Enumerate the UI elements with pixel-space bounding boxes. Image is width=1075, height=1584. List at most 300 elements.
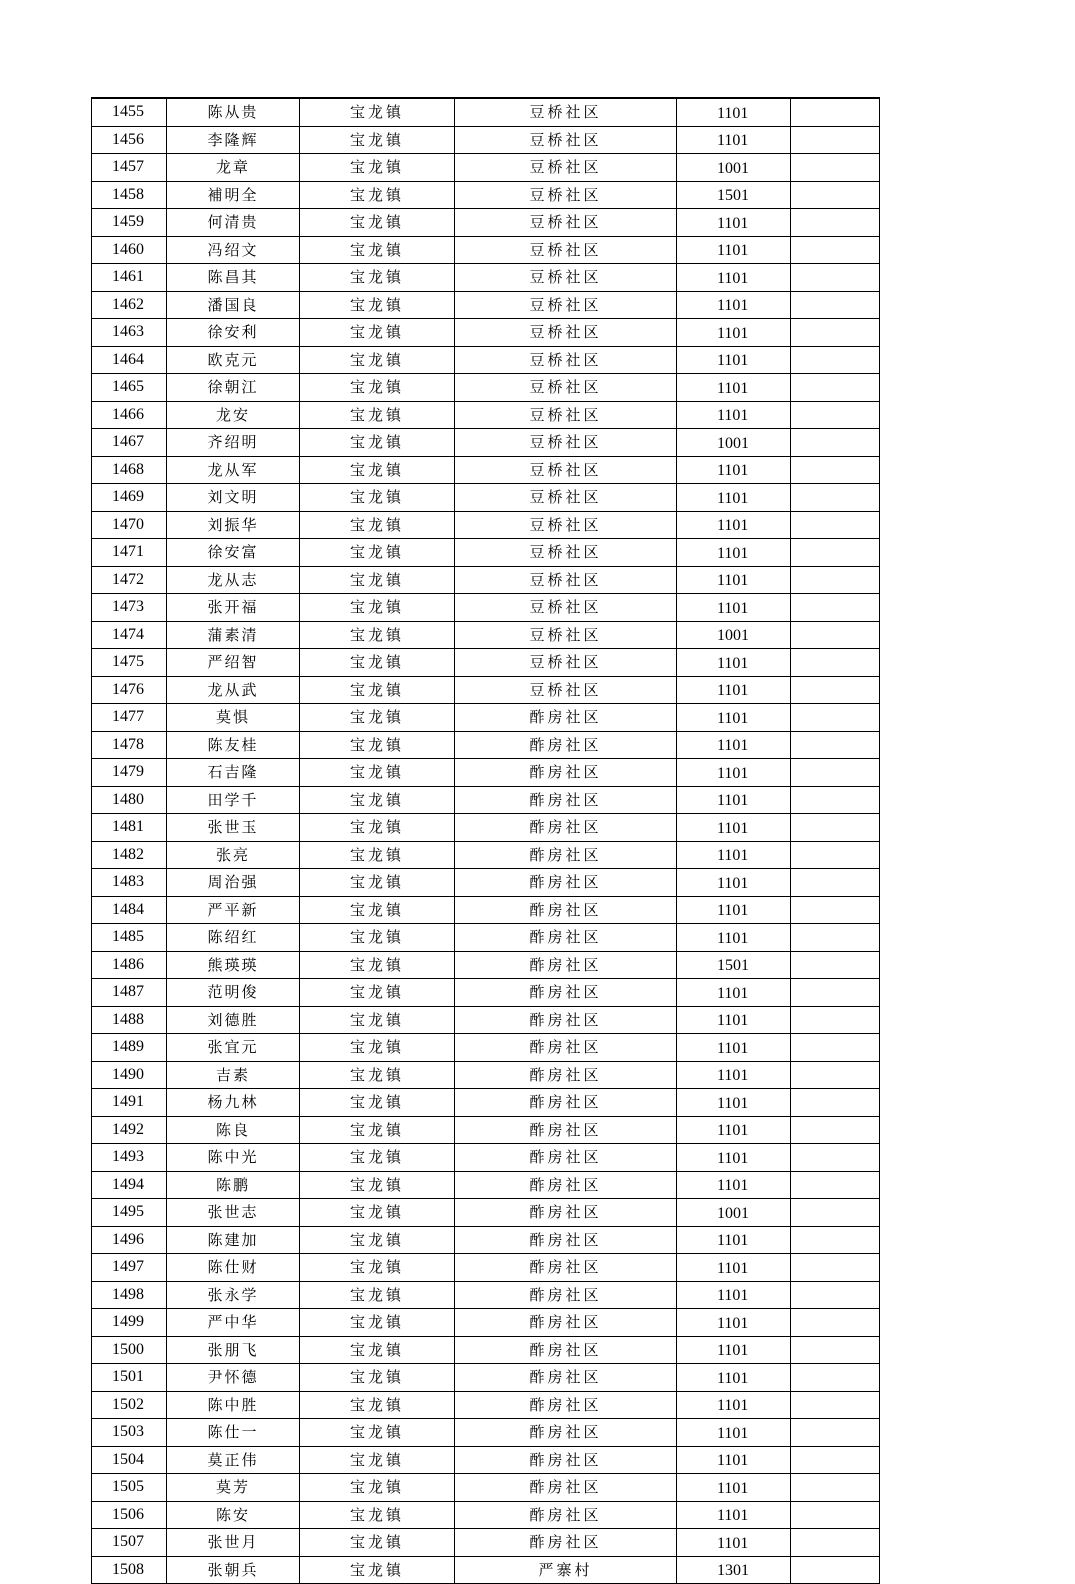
seq-cell: 1496	[92, 1226, 167, 1254]
name-cell: 张朝兵	[167, 1556, 300, 1584]
town-cell: 宝龙镇	[300, 731, 455, 759]
town-cell: 宝龙镇	[300, 511, 455, 539]
table-row	[92, 456, 880, 484]
table-row	[92, 594, 880, 622]
table-row	[92, 209, 880, 237]
note-cell	[791, 1474, 880, 1502]
seq-cell: 1498	[92, 1281, 167, 1309]
name-cell: 龙从志	[167, 566, 300, 594]
town-cell: 宝龙镇	[300, 704, 455, 732]
town-cell: 宝龙镇	[300, 1419, 455, 1447]
town-cell: 宝龙镇	[300, 924, 455, 952]
name-cell: 莫正伟	[167, 1446, 300, 1474]
village-cell: 酢房社区	[455, 1501, 677, 1529]
town-cell: 宝龙镇	[300, 594, 455, 622]
village-cell: 豆桥社区	[455, 649, 677, 677]
table-row	[92, 649, 880, 677]
seq-cell: 1503	[92, 1419, 167, 1447]
code-cell: 1301	[677, 1556, 791, 1584]
note-cell	[791, 429, 880, 457]
note-cell	[791, 1089, 880, 1117]
table-row	[92, 621, 880, 649]
seq-cell: 1481	[92, 814, 167, 842]
note-cell	[791, 1529, 880, 1557]
village-cell: 酢房社区	[455, 1144, 677, 1172]
table-row	[92, 236, 880, 264]
note-cell	[791, 704, 880, 732]
code-cell: 1101	[677, 236, 791, 264]
village-cell: 豆桥社区	[455, 291, 677, 319]
note-cell	[791, 649, 880, 677]
code-cell: 1101	[677, 209, 791, 237]
seq-cell: 1497	[92, 1254, 167, 1282]
table-row	[92, 759, 880, 787]
town-cell: 宝龙镇	[300, 1309, 455, 1337]
seq-cell: 1476	[92, 676, 167, 704]
village-cell: 酢房社区	[455, 1254, 677, 1282]
town-cell: 宝龙镇	[300, 154, 455, 182]
note-cell	[791, 511, 880, 539]
name-cell: 张亮	[167, 841, 300, 869]
table-row	[92, 1446, 880, 1474]
town-cell: 宝龙镇	[300, 676, 455, 704]
seq-cell: 1487	[92, 979, 167, 1007]
name-cell: 潘国良	[167, 291, 300, 319]
table-row	[92, 1144, 880, 1172]
note-cell	[791, 1446, 880, 1474]
seq-cell: 1463	[92, 319, 167, 347]
code-cell: 1101	[677, 676, 791, 704]
note-cell	[791, 1281, 880, 1309]
code-cell: 1101	[677, 1144, 791, 1172]
village-cell: 豆桥社区	[455, 154, 677, 182]
code-cell: 1101	[677, 291, 791, 319]
seq-cell: 1467	[92, 429, 167, 457]
seq-cell: 1461	[92, 264, 167, 292]
roster-table-body	[92, 98, 880, 1584]
table-row	[92, 786, 880, 814]
town-cell: 宝龙镇	[300, 1006, 455, 1034]
code-cell: 1101	[677, 924, 791, 952]
code-cell: 1101	[677, 896, 791, 924]
name-cell: 龙章	[167, 154, 300, 182]
note-cell	[791, 566, 880, 594]
name-cell: 陈绍红	[167, 924, 300, 952]
note-cell	[791, 539, 880, 567]
village-cell: 酢房社区	[455, 814, 677, 842]
town-cell: 宝龙镇	[300, 1116, 455, 1144]
code-cell: 1101	[677, 1474, 791, 1502]
note-cell	[791, 456, 880, 484]
seq-cell: 1457	[92, 154, 167, 182]
town-cell: 宝龙镇	[300, 814, 455, 842]
town-cell: 宝龙镇	[300, 566, 455, 594]
seq-cell: 1499	[92, 1309, 167, 1337]
village-cell: 酢房社区	[455, 731, 677, 759]
code-cell: 1101	[677, 98, 791, 126]
name-cell: 张世玉	[167, 814, 300, 842]
town-cell: 宝龙镇	[300, 1061, 455, 1089]
table-row	[92, 319, 880, 347]
table-row	[92, 291, 880, 319]
name-cell: 蒲素清	[167, 621, 300, 649]
name-cell: 欧克元	[167, 346, 300, 374]
town-cell: 宝龙镇	[300, 1226, 455, 1254]
code-cell: 1101	[677, 841, 791, 869]
note-cell	[791, 126, 880, 154]
note-cell	[791, 346, 880, 374]
table-row	[92, 1171, 880, 1199]
town-cell: 宝龙镇	[300, 429, 455, 457]
note-cell	[791, 1364, 880, 1392]
name-cell: 陈安	[167, 1501, 300, 1529]
note-cell	[791, 1171, 880, 1199]
town-cell: 宝龙镇	[300, 291, 455, 319]
code-cell: 1101	[677, 374, 791, 402]
name-cell: 严中华	[167, 1309, 300, 1337]
town-cell: 宝龙镇	[300, 621, 455, 649]
town-cell: 宝龙镇	[300, 401, 455, 429]
seq-cell: 1500	[92, 1336, 167, 1364]
note-cell	[791, 869, 880, 897]
town-cell: 宝龙镇	[300, 1199, 455, 1227]
village-cell: 豆桥社区	[455, 429, 677, 457]
code-cell: 1101	[677, 1034, 791, 1062]
name-cell: 张永学	[167, 1281, 300, 1309]
code-cell: 1101	[677, 1226, 791, 1254]
town-cell: 宝龙镇	[300, 896, 455, 924]
village-cell: 豆桥社区	[455, 401, 677, 429]
table-row	[92, 346, 880, 374]
note-cell	[791, 896, 880, 924]
table-row	[92, 896, 880, 924]
village-cell: 酢房社区	[455, 841, 677, 869]
table-row	[92, 1061, 880, 1089]
village-cell: 酢房社区	[455, 1116, 677, 1144]
name-cell: 刘振华	[167, 511, 300, 539]
name-cell: 冯绍文	[167, 236, 300, 264]
table-row	[92, 429, 880, 457]
seq-cell: 1466	[92, 401, 167, 429]
town-cell: 宝龙镇	[300, 181, 455, 209]
seq-cell: 1504	[92, 1446, 167, 1474]
code-cell: 1001	[677, 154, 791, 182]
village-cell: 豆桥社区	[455, 126, 677, 154]
note-cell	[791, 264, 880, 292]
town-cell: 宝龙镇	[300, 98, 455, 126]
village-cell: 酢房社区	[455, 1226, 677, 1254]
town-cell: 宝龙镇	[300, 786, 455, 814]
table-row	[92, 1336, 880, 1364]
seq-cell: 1459	[92, 209, 167, 237]
seq-cell: 1501	[92, 1364, 167, 1392]
seq-cell: 1475	[92, 649, 167, 677]
code-cell: 1101	[677, 484, 791, 512]
code-cell: 1101	[677, 1254, 791, 1282]
seq-cell: 1455	[92, 98, 167, 126]
note-cell	[791, 1006, 880, 1034]
village-cell: 酢房社区	[455, 1391, 677, 1419]
note-cell	[791, 1034, 880, 1062]
village-cell: 酢房社区	[455, 1061, 677, 1089]
name-cell: 张世月	[167, 1529, 300, 1557]
village-cell: 豆桥社区	[455, 181, 677, 209]
table-row	[92, 1391, 880, 1419]
name-cell: 徐朝江	[167, 374, 300, 402]
note-cell	[791, 1226, 880, 1254]
note-cell	[791, 1391, 880, 1419]
name-cell: 齐绍明	[167, 429, 300, 457]
town-cell: 宝龙镇	[300, 1391, 455, 1419]
seq-cell: 1462	[92, 291, 167, 319]
code-cell: 1101	[677, 1171, 791, 1199]
name-cell: 陈仕财	[167, 1254, 300, 1282]
name-cell: 陈建加	[167, 1226, 300, 1254]
seq-cell: 1483	[92, 869, 167, 897]
village-cell: 酢房社区	[455, 1034, 677, 1062]
table-row	[92, 1309, 880, 1337]
seq-cell: 1469	[92, 484, 167, 512]
note-cell	[791, 401, 880, 429]
code-cell: 1001	[677, 429, 791, 457]
code-cell: 1101	[677, 1309, 791, 1337]
name-cell: 龙从军	[167, 456, 300, 484]
name-cell: 张宜元	[167, 1034, 300, 1062]
table-row	[92, 979, 880, 1007]
note-cell	[791, 1144, 880, 1172]
seq-cell: 1474	[92, 621, 167, 649]
note-cell	[791, 1336, 880, 1364]
seq-cell: 1482	[92, 841, 167, 869]
name-cell: 何清贵	[167, 209, 300, 237]
seq-cell: 1465	[92, 374, 167, 402]
code-cell: 1101	[677, 594, 791, 622]
name-cell: 尹怀德	[167, 1364, 300, 1392]
village-cell: 豆桥社区	[455, 594, 677, 622]
seq-cell: 1506	[92, 1501, 167, 1529]
name-cell: 莫惧	[167, 704, 300, 732]
name-cell: 石吉隆	[167, 759, 300, 787]
name-cell: 陈中光	[167, 1144, 300, 1172]
name-cell: 陈昌其	[167, 264, 300, 292]
village-cell: 酢房社区	[455, 1474, 677, 1502]
code-cell: 1101	[677, 731, 791, 759]
roster-table	[91, 97, 880, 1584]
table-row	[92, 181, 880, 209]
name-cell: 田学千	[167, 786, 300, 814]
code-cell: 1101	[677, 1089, 791, 1117]
table-row	[92, 1501, 880, 1529]
town-cell: 宝龙镇	[300, 1281, 455, 1309]
name-cell: 杨九林	[167, 1089, 300, 1117]
village-cell: 豆桥社区	[455, 98, 677, 126]
seq-cell: 1490	[92, 1061, 167, 1089]
table-row	[92, 1116, 880, 1144]
table-row	[92, 511, 880, 539]
seq-cell: 1460	[92, 236, 167, 264]
note-cell	[791, 98, 880, 126]
town-cell: 宝龙镇	[300, 759, 455, 787]
village-cell: 豆桥社区	[455, 319, 677, 347]
name-cell: 徐安富	[167, 539, 300, 567]
code-cell: 1101	[677, 1061, 791, 1089]
seq-cell: 1507	[92, 1529, 167, 1557]
table-row	[92, 1419, 880, 1447]
village-cell: 酢房社区	[455, 869, 677, 897]
town-cell: 宝龙镇	[300, 951, 455, 979]
seq-cell: 1468	[92, 456, 167, 484]
seq-cell: 1470	[92, 511, 167, 539]
table-row	[92, 951, 880, 979]
town-cell: 宝龙镇	[300, 649, 455, 677]
seq-cell: 1479	[92, 759, 167, 787]
village-cell: 酢房社区	[455, 1281, 677, 1309]
table-row	[92, 401, 880, 429]
village-cell: 豆桥社区	[455, 484, 677, 512]
village-cell: 酢房社区	[455, 1089, 677, 1117]
town-cell: 宝龙镇	[300, 1034, 455, 1062]
code-cell: 1101	[677, 1501, 791, 1529]
town-cell: 宝龙镇	[300, 374, 455, 402]
town-cell: 宝龙镇	[300, 841, 455, 869]
village-cell: 酢房社区	[455, 786, 677, 814]
code-cell: 1101	[677, 786, 791, 814]
name-cell: 徐安利	[167, 319, 300, 347]
village-cell: 酢房社区	[455, 704, 677, 732]
code-cell: 1101	[677, 511, 791, 539]
name-cell: 张世志	[167, 1199, 300, 1227]
table-row	[92, 1006, 880, 1034]
note-cell	[791, 181, 880, 209]
town-cell: 宝龙镇	[300, 1144, 455, 1172]
seq-cell: 1495	[92, 1199, 167, 1227]
town-cell: 宝龙镇	[300, 1529, 455, 1557]
table-row	[92, 566, 880, 594]
town-cell: 宝龙镇	[300, 1474, 455, 1502]
name-cell: 周治强	[167, 869, 300, 897]
town-cell: 宝龙镇	[300, 1501, 455, 1529]
village-cell: 豆桥社区	[455, 456, 677, 484]
code-cell: 1101	[677, 1006, 791, 1034]
table-row	[92, 154, 880, 182]
table-row	[92, 841, 880, 869]
code-cell: 1101	[677, 1391, 791, 1419]
seq-cell: 1471	[92, 539, 167, 567]
code-cell: 1101	[677, 649, 791, 677]
note-cell	[791, 1116, 880, 1144]
name-cell: 严绍智	[167, 649, 300, 677]
name-cell: 严平新	[167, 896, 300, 924]
village-cell: 酢房社区	[455, 1446, 677, 1474]
name-cell: 龙安	[167, 401, 300, 429]
table-row	[92, 1529, 880, 1557]
note-cell	[791, 786, 880, 814]
village-cell: 豆桥社区	[455, 236, 677, 264]
note-cell	[791, 154, 880, 182]
town-cell: 宝龙镇	[300, 346, 455, 374]
name-cell: 李隆辉	[167, 126, 300, 154]
table-row	[92, 924, 880, 952]
town-cell: 宝龙镇	[300, 1254, 455, 1282]
code-cell: 1101	[677, 401, 791, 429]
village-cell: 酢房社区	[455, 924, 677, 952]
code-cell: 1101	[677, 456, 791, 484]
note-cell	[791, 374, 880, 402]
village-cell: 酢房社区	[455, 1171, 677, 1199]
table-row	[92, 1089, 880, 1117]
village-cell: 酢房社区	[455, 979, 677, 1007]
town-cell: 宝龙镇	[300, 264, 455, 292]
name-cell: 吉素	[167, 1061, 300, 1089]
name-cell: 陈中胜	[167, 1391, 300, 1419]
name-cell: 龙从武	[167, 676, 300, 704]
name-cell: 张朋飞	[167, 1336, 300, 1364]
table-row	[92, 264, 880, 292]
table-row	[92, 676, 880, 704]
village-cell: 酢房社区	[455, 951, 677, 979]
note-cell	[791, 484, 880, 512]
village-cell: 酢房社区	[455, 1199, 677, 1227]
code-cell: 1101	[677, 566, 791, 594]
table-row	[92, 1281, 880, 1309]
code-cell: 1101	[677, 814, 791, 842]
note-cell	[791, 951, 880, 979]
note-cell	[791, 1501, 880, 1529]
code-cell: 1101	[677, 1281, 791, 1309]
town-cell: 宝龙镇	[300, 209, 455, 237]
village-cell: 豆桥社区	[455, 539, 677, 567]
town-cell: 宝龙镇	[300, 1171, 455, 1199]
code-cell: 1101	[677, 1529, 791, 1557]
code-cell: 1501	[677, 951, 791, 979]
note-cell	[791, 1199, 880, 1227]
code-cell: 1101	[677, 1446, 791, 1474]
village-cell: 豆桥社区	[455, 511, 677, 539]
table-row	[92, 1556, 880, 1584]
seq-cell: 1456	[92, 126, 167, 154]
village-cell: 酢房社区	[455, 1529, 677, 1557]
note-cell	[791, 1309, 880, 1337]
seq-cell: 1488	[92, 1006, 167, 1034]
note-cell	[791, 924, 880, 952]
code-cell: 1101	[677, 1116, 791, 1144]
village-cell: 豆桥社区	[455, 264, 677, 292]
code-cell: 1101	[677, 1419, 791, 1447]
name-cell: 熊瑛瑛	[167, 951, 300, 979]
seq-cell: 1492	[92, 1116, 167, 1144]
village-cell: 酢房社区	[455, 1309, 677, 1337]
village-cell: 严寨村	[455, 1556, 677, 1584]
village-cell: 酢房社区	[455, 1336, 677, 1364]
table-row	[92, 126, 880, 154]
name-cell: 陈仕一	[167, 1419, 300, 1447]
seq-cell: 1472	[92, 566, 167, 594]
seq-cell: 1502	[92, 1391, 167, 1419]
village-cell: 豆桥社区	[455, 209, 677, 237]
seq-cell: 1494	[92, 1171, 167, 1199]
table-row	[92, 731, 880, 759]
note-cell	[791, 319, 880, 347]
seq-cell: 1489	[92, 1034, 167, 1062]
name-cell: 范明俊	[167, 979, 300, 1007]
village-cell: 酢房社区	[455, 1419, 677, 1447]
note-cell	[791, 1061, 880, 1089]
code-cell: 1001	[677, 1199, 791, 1227]
town-cell: 宝龙镇	[300, 539, 455, 567]
note-cell	[791, 676, 880, 704]
name-cell: 陈鹏	[167, 1171, 300, 1199]
note-cell	[791, 1556, 880, 1584]
